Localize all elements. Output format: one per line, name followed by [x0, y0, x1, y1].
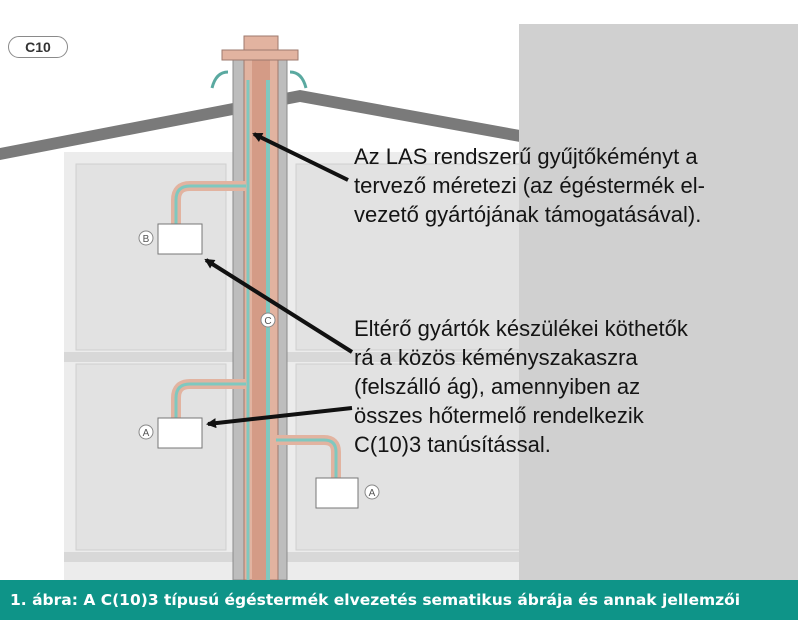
annotation-line: Az LAS rendszerű gyűjtőkéményt a [354, 144, 698, 169]
appliance-b [158, 224, 202, 254]
annotation-line: vezető gyártójának támogatásával). [354, 202, 702, 227]
air-inlet-arrow-right [290, 72, 306, 88]
window-upper-left [76, 164, 226, 350]
figure-caption-bar [0, 580, 798, 620]
floor-slab [64, 552, 534, 562]
label-a-left: A [142, 428, 150, 439]
annotation-line: C(10)3 tanúsítással. [354, 432, 551, 457]
appliance-a-left [158, 418, 202, 448]
annotation-las-design [354, 142, 784, 229]
annotation-appliances [354, 314, 784, 459]
appliance-a-right [316, 478, 358, 508]
annotation-line: (felszálló ág), amennyiben az [354, 374, 641, 399]
air-inlet-arrow-left [212, 72, 228, 88]
window-lower-left [76, 364, 226, 550]
label-c: C [264, 316, 272, 327]
figure-tag: C10 [8, 36, 68, 58]
annotation-line: rá a közös kéményszakaszra [354, 345, 638, 370]
label-a-right: A [368, 488, 376, 499]
chimney-cap-top [244, 36, 278, 50]
gray-panel [519, 24, 798, 580]
annotation-line: Eltérő gyártók készülékei köthetők [354, 316, 688, 341]
figure-caption: 1. ábra: A C(10)3 típusú égéstermék elvezetés sematikus ábrája és annak jellemzői [10, 591, 741, 609]
annotation-line: tervező méretezi (az égéstermék el- [354, 173, 705, 198]
chimney-cap [222, 50, 298, 60]
label-b: B [142, 234, 150, 245]
annotation-line: összes hőtermelő rendelkezik [354, 403, 644, 428]
